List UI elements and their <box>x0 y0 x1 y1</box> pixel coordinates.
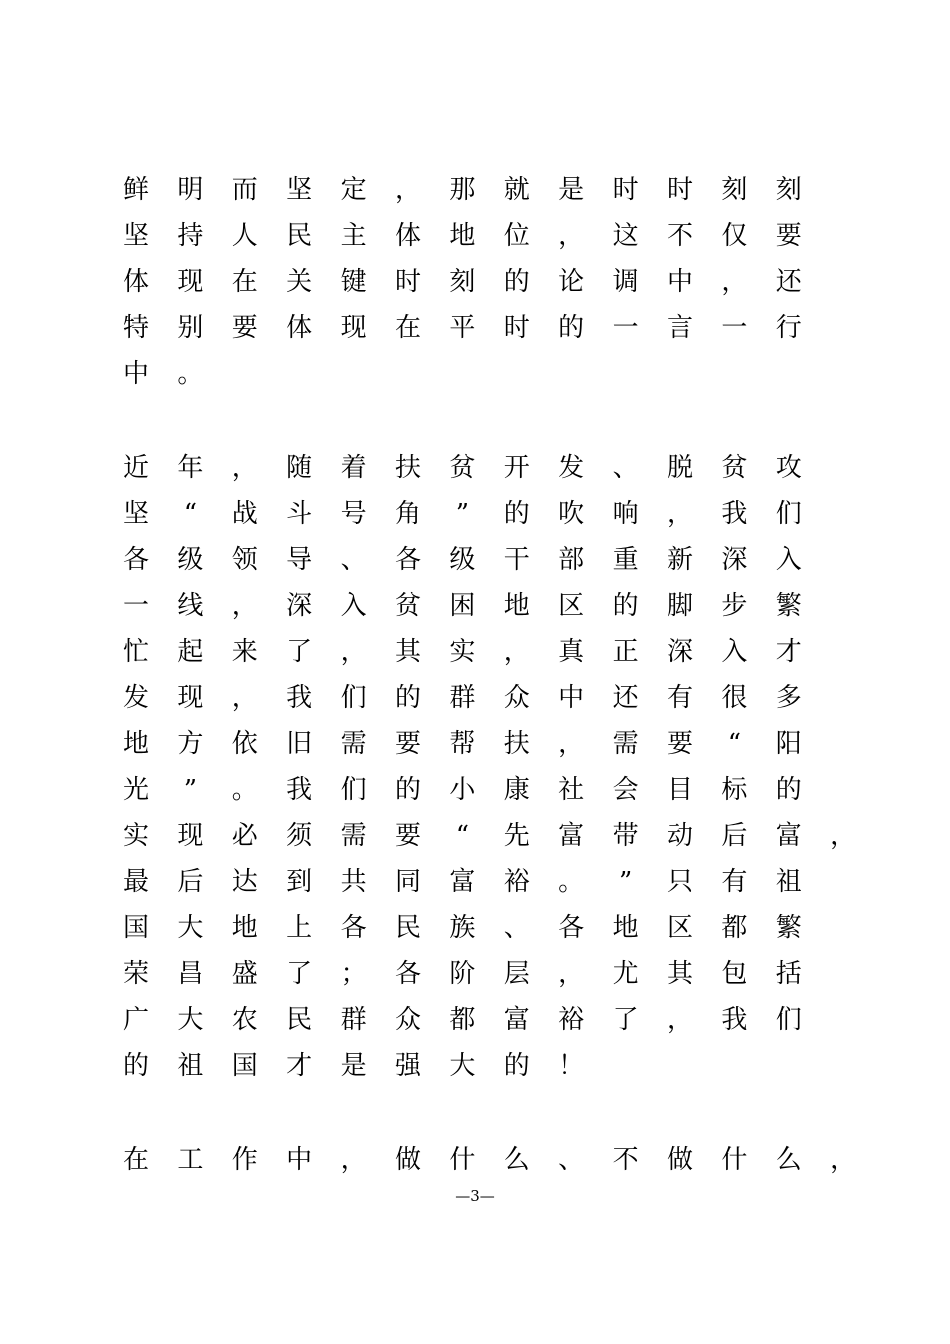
text-char: 强 <box>394 1051 421 1081</box>
text-char: 来 <box>231 637 258 667</box>
text-char: 各 <box>558 913 585 943</box>
text-char: ” <box>618 867 633 897</box>
text-char: 其 <box>666 959 693 989</box>
text-char: ， <box>231 591 258 621</box>
text-char: 地 <box>449 221 476 251</box>
text-char: 有 <box>721 867 748 897</box>
text-char: ， <box>503 637 530 667</box>
text-char: 共 <box>340 867 367 897</box>
text-char: ， <box>830 821 857 851</box>
text-char: 要 <box>231 313 258 343</box>
text-char: 裕 <box>558 1005 585 1035</box>
text-char: 要 <box>394 729 421 759</box>
text-char: 的 <box>612 591 639 621</box>
text-char: 族 <box>449 913 476 943</box>
text-char: 线 <box>177 591 204 621</box>
text-char: 而 <box>231 175 258 205</box>
text-char: 。 <box>558 867 585 897</box>
text-char: 干 <box>503 545 530 575</box>
text-line <box>0 1140 950 1186</box>
text-line <box>0 354 950 400</box>
text-char: 繁 <box>775 591 802 621</box>
text-char: 我 <box>721 499 748 529</box>
text-line <box>0 262 950 308</box>
text-char: 同 <box>394 867 421 897</box>
text-char: 还 <box>775 267 802 297</box>
text-char: 做 <box>666 1145 693 1175</box>
text-char: 新 <box>666 545 693 575</box>
text-char: 广 <box>122 1005 149 1035</box>
text-char: ； <box>340 959 367 989</box>
text-char: 众 <box>394 1005 421 1035</box>
text-char: 带 <box>612 821 639 851</box>
text-char: 工 <box>177 1145 204 1175</box>
text-char: ， <box>721 267 748 297</box>
text-char: 吹 <box>558 499 585 529</box>
text-char: 入 <box>721 637 748 667</box>
text-char: 是 <box>340 1051 367 1081</box>
text-char: 体 <box>394 221 421 251</box>
text-char: 言 <box>666 313 693 343</box>
text-char: 扶 <box>394 453 421 483</box>
text-char: 体 <box>122 267 149 297</box>
page-number: —3— <box>455 1187 495 1205</box>
text-char: 括 <box>775 959 802 989</box>
text-char: 后 <box>721 821 748 851</box>
text-char: 有 <box>666 683 693 713</box>
text-char: 脱 <box>666 453 693 483</box>
text-char: 脚 <box>666 591 693 621</box>
text-char: 须 <box>286 821 313 851</box>
text-line <box>0 1000 950 1046</box>
text-char: 扶 <box>503 729 530 759</box>
text-char: 富 <box>503 1005 530 1035</box>
text-char: 后 <box>177 867 204 897</box>
text-char: 仅 <box>721 221 748 251</box>
text-char: 繁 <box>775 913 802 943</box>
text-char: 真 <box>558 637 585 667</box>
text-char: 的 <box>775 775 802 805</box>
text-line <box>0 678 950 724</box>
text-char: 在 <box>231 267 258 297</box>
text-char: 深 <box>286 591 313 621</box>
text-char: 先 <box>503 821 530 851</box>
text-char: 荣 <box>122 959 149 989</box>
text-char: 大 <box>449 1051 476 1081</box>
text-char: 随 <box>286 453 313 483</box>
text-char: 级 <box>177 545 204 575</box>
text-char: 角 <box>394 499 421 529</box>
text-char: 康 <box>503 775 530 805</box>
text-char: 目 <box>666 775 693 805</box>
text-char: 在 <box>394 313 421 343</box>
text-char: 导 <box>286 545 313 575</box>
text-char: 的 <box>394 683 421 713</box>
text-char: 小 <box>449 775 476 805</box>
text-char: 群 <box>340 1005 367 1035</box>
text-char: 大 <box>177 913 204 943</box>
text-char: 领 <box>231 545 258 575</box>
text-char: 区 <box>666 913 693 943</box>
text-char: 特 <box>122 313 149 343</box>
text-char: ， <box>231 683 258 713</box>
text-char: 都 <box>721 913 748 943</box>
text-char: 、 <box>340 545 367 575</box>
text-char: 就 <box>503 175 530 205</box>
text-line <box>0 308 950 354</box>
text-char: 祖 <box>177 1051 204 1081</box>
text-char: 盛 <box>231 959 258 989</box>
text-char: 还 <box>612 683 639 713</box>
text-char: ， <box>231 453 258 483</box>
text-char: 的 <box>394 775 421 805</box>
text-char: 行 <box>775 313 802 343</box>
text-char: 。 <box>177 359 204 389</box>
text-char: 什 <box>449 1145 476 1175</box>
text-char: 地 <box>612 913 639 943</box>
text-char: 要 <box>666 729 693 759</box>
text-char: 上 <box>286 913 313 943</box>
text-char: 的 <box>503 499 530 529</box>
text-char: 的 <box>503 267 530 297</box>
text-char: 动 <box>666 821 693 851</box>
text-char: 各 <box>340 913 367 943</box>
text-line <box>0 494 950 540</box>
text-char: 年 <box>177 453 204 483</box>
text-char: 中 <box>558 683 585 713</box>
text-char: 坚 <box>122 221 149 251</box>
text-char: 着 <box>340 453 367 483</box>
text-char: 斗 <box>286 499 313 529</box>
text-char: 开 <box>503 453 530 483</box>
text-char: 一 <box>721 313 748 343</box>
text-char: 发 <box>122 683 149 713</box>
text-char: 战 <box>231 499 258 529</box>
text-char: 裕 <box>503 867 530 897</box>
text-char: 多 <box>775 683 802 713</box>
text-char: 持 <box>177 221 204 251</box>
text-char: 么 <box>775 1145 802 1175</box>
text-char: 一 <box>122 591 149 621</box>
text-char: 入 <box>775 545 802 575</box>
text-line <box>0 770 950 816</box>
text-line <box>0 862 950 908</box>
text-char: 步 <box>721 591 748 621</box>
text-line <box>0 540 950 586</box>
text-char: ， <box>830 1145 857 1175</box>
text-char: 位 <box>503 221 530 251</box>
text-char: 依 <box>231 729 258 759</box>
text-char: ， <box>666 1005 693 1035</box>
text-char: “ <box>455 821 470 851</box>
text-char: 大 <box>177 1005 204 1035</box>
text-line <box>0 954 950 1000</box>
text-line <box>0 908 950 954</box>
text-char: 民 <box>286 221 313 251</box>
text-char: 地 <box>503 591 530 621</box>
text-char: 困 <box>449 591 476 621</box>
text-char: 昌 <box>177 959 204 989</box>
text-char: 我 <box>721 1005 748 1035</box>
text-char: ， <box>666 499 693 529</box>
text-char: 祖 <box>775 867 802 897</box>
text-char: 级 <box>449 545 476 575</box>
text-char: 重 <box>612 545 639 575</box>
text-char: 农 <box>231 1005 258 1035</box>
text-char: 层 <box>503 959 530 989</box>
text-char: 论 <box>558 267 585 297</box>
text-char: 国 <box>231 1051 258 1081</box>
text-char: 体 <box>286 313 313 343</box>
text-char: 各 <box>122 545 149 575</box>
text-char: 忙 <box>122 637 149 667</box>
text-char: 起 <box>177 637 204 667</box>
text-char: 贫 <box>394 591 421 621</box>
text-char: 达 <box>231 867 258 897</box>
text-char: 众 <box>503 683 530 713</box>
text-char: 要 <box>394 821 421 851</box>
text-char: ， <box>558 729 585 759</box>
text-char: 包 <box>721 959 748 989</box>
text-char: ” <box>183 775 198 805</box>
text-char: 只 <box>666 867 693 897</box>
text-char: 现 <box>177 683 204 713</box>
text-char: 必 <box>231 821 258 851</box>
text-char: 了 <box>286 637 313 667</box>
text-char: ” <box>455 499 470 529</box>
text-char: 定 <box>340 175 367 205</box>
text-char: 、 <box>503 913 530 943</box>
text-char: 深 <box>721 545 748 575</box>
text-char: 会 <box>612 775 639 805</box>
text-char: 做 <box>394 1145 421 1175</box>
text-char: 一 <box>612 313 639 343</box>
text-char: 是 <box>558 175 585 205</box>
text-char: 光 <box>122 775 149 805</box>
text-char: 中 <box>666 267 693 297</box>
text-char: 各 <box>394 959 421 989</box>
text-char: 富 <box>775 821 802 851</box>
text-char: 需 <box>612 729 639 759</box>
text-char: 最 <box>122 867 149 897</box>
text-char: 、 <box>558 1145 585 1175</box>
text-char: 现 <box>177 821 204 851</box>
text-char: 攻 <box>775 453 802 483</box>
text-char: 这 <box>612 221 639 251</box>
text-char: 时 <box>666 175 693 205</box>
text-char: 都 <box>449 1005 476 1035</box>
text-char: 时 <box>503 313 530 343</box>
text-char: 。 <box>231 775 258 805</box>
text-char: 深 <box>666 637 693 667</box>
text-char: 民 <box>286 1005 313 1035</box>
text-char: 富 <box>558 821 585 851</box>
text-char: 发 <box>558 453 585 483</box>
text-char: 主 <box>340 221 367 251</box>
text-char: “ <box>727 729 742 759</box>
text-char: 需 <box>340 821 367 851</box>
text-char: 很 <box>721 683 748 713</box>
text-char: 鲜 <box>122 175 149 205</box>
text-char: 才 <box>775 637 802 667</box>
text-char: 贫 <box>721 453 748 483</box>
text-char: 各 <box>394 545 421 575</box>
text-char: 们 <box>340 683 367 713</box>
text-char: 别 <box>177 313 204 343</box>
text-char: 不 <box>666 221 693 251</box>
text-char: 不 <box>612 1145 639 1175</box>
text-char: 我 <box>286 775 313 805</box>
text-char: 部 <box>558 545 585 575</box>
text-char: 地 <box>122 729 149 759</box>
text-char: 社 <box>558 775 585 805</box>
text-char: 们 <box>775 499 802 529</box>
text-char: 们 <box>340 775 367 805</box>
text-line <box>0 816 950 862</box>
text-char: 、 <box>612 453 639 483</box>
text-char: 时 <box>394 267 421 297</box>
text-char: 实 <box>449 637 476 667</box>
text-char: 实 <box>122 821 149 851</box>
text-char: 刻 <box>775 175 802 205</box>
text-char: 现 <box>177 267 204 297</box>
text-char: 才 <box>286 1051 313 1081</box>
text-char: 关 <box>286 267 313 297</box>
text-char: 需 <box>340 729 367 759</box>
text-char: 民 <box>394 913 421 943</box>
text-char: 作 <box>231 1145 258 1175</box>
text-char: 旧 <box>286 729 313 759</box>
text-line <box>0 724 950 770</box>
text-line <box>0 216 950 262</box>
text-char: 人 <box>231 221 258 251</box>
text-char: 贫 <box>449 453 476 483</box>
text-char: 平 <box>449 313 476 343</box>
text-char: ， <box>394 175 421 205</box>
text-char: 群 <box>449 683 476 713</box>
text-char: 我 <box>286 683 313 713</box>
text-char: 响 <box>612 499 639 529</box>
text-char: 国 <box>122 913 149 943</box>
text-char: 帮 <box>449 729 476 759</box>
text-char: 坚 <box>286 175 313 205</box>
text-char: 在 <box>122 1145 149 1175</box>
text-char: 方 <box>177 729 204 759</box>
text-char: ， <box>558 221 585 251</box>
text-char: 标 <box>721 775 748 805</box>
text-char: 地 <box>231 913 258 943</box>
text-char: ， <box>558 959 585 989</box>
text-char: 什 <box>721 1145 748 1175</box>
text-line <box>0 1046 950 1092</box>
text-line <box>0 632 950 678</box>
text-char: 了 <box>612 1005 639 1035</box>
text-char: 们 <box>775 1005 802 1035</box>
text-char: 到 <box>286 867 313 897</box>
text-char: 明 <box>177 175 204 205</box>
text-char: ， <box>340 637 367 667</box>
text-char: 中 <box>122 359 149 389</box>
text-char: 刻 <box>721 175 748 205</box>
text-char: 现 <box>340 313 367 343</box>
text-char: 的 <box>558 313 585 343</box>
text-char: 调 <box>612 267 639 297</box>
text-char: 近 <box>122 453 149 483</box>
text-char: 尤 <box>612 959 639 989</box>
text-char: 键 <box>340 267 367 297</box>
text-char: 富 <box>449 867 476 897</box>
text-char: 的 <box>122 1051 149 1081</box>
text-char: 坚 <box>122 499 149 529</box>
text-char: ！ <box>558 1051 585 1081</box>
text-char: 的 <box>503 1051 530 1081</box>
text-char: “ <box>183 499 198 529</box>
text-char: 阶 <box>449 959 476 989</box>
text-char: 中 <box>286 1145 313 1175</box>
text-char: 区 <box>558 591 585 621</box>
text-char: 正 <box>612 637 639 667</box>
text-char: 了 <box>286 959 313 989</box>
text-line <box>0 448 950 494</box>
text-char: 么 <box>503 1145 530 1175</box>
text-char: 时 <box>612 175 639 205</box>
text-char: ， <box>340 1145 367 1175</box>
text-char: 阳 <box>775 729 802 759</box>
text-char: 刻 <box>449 267 476 297</box>
text-line <box>0 586 950 632</box>
text-char: 号 <box>340 499 367 529</box>
text-char: 入 <box>340 591 367 621</box>
text-char: 其 <box>394 637 421 667</box>
text-char: 要 <box>775 221 802 251</box>
text-char: 那 <box>449 175 476 205</box>
text-line <box>0 170 950 216</box>
